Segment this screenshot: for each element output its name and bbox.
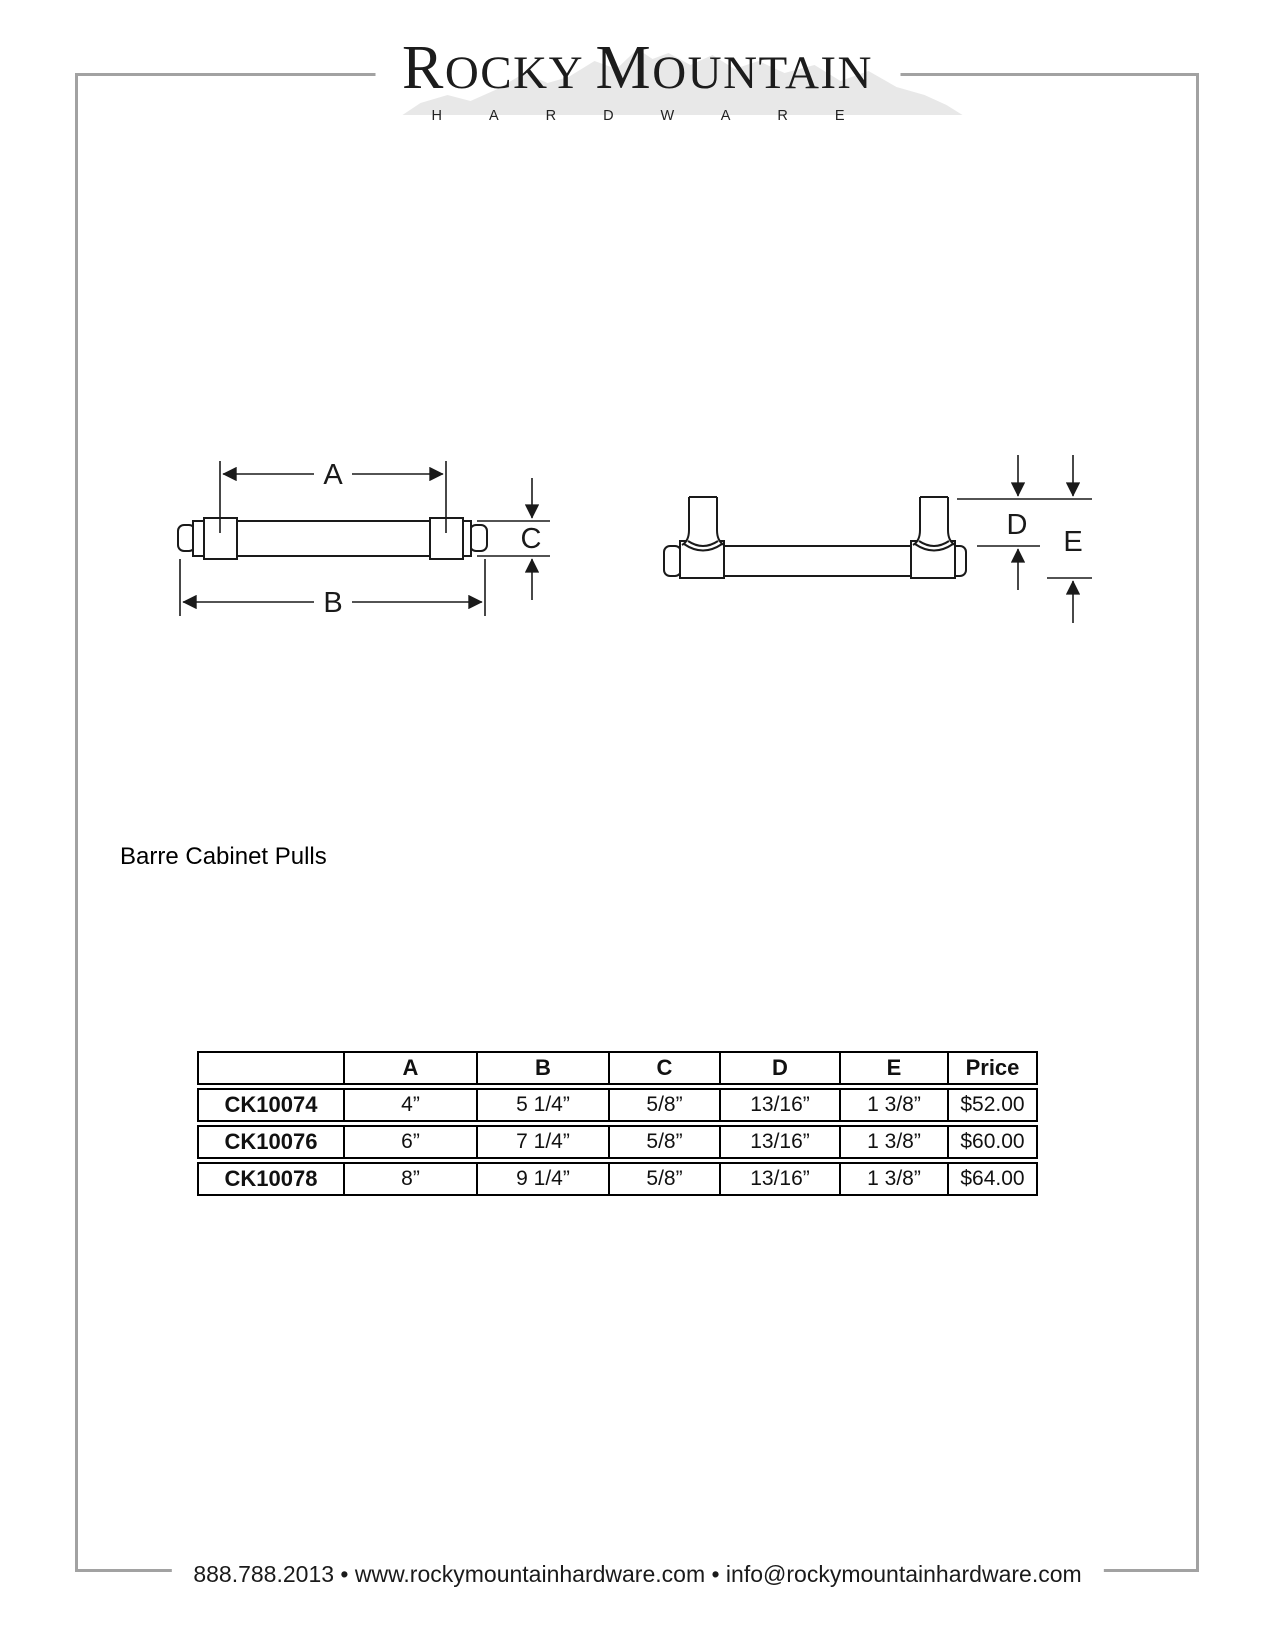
value-e: 1 3/8” [839, 1088, 947, 1122]
brand-name [402, 33, 873, 108]
header-model [197, 1051, 343, 1085]
dim-label-c: C [520, 523, 542, 555]
value-c: 5/8” [608, 1088, 719, 1122]
dimensions-price-table [197, 1048, 1038, 1199]
value-e: 1 3/8” [839, 1125, 947, 1159]
value-d: 13/16” [719, 1162, 839, 1196]
table-header-row [197, 1051, 1038, 1085]
page-border-frame [75, 73, 1199, 1572]
value-a: 8” [343, 1162, 476, 1196]
value-c: 5/8” [608, 1162, 719, 1196]
value-b: 9 1/4” [476, 1162, 608, 1196]
dimension-D [957, 455, 1092, 590]
dimension-E [1047, 455, 1092, 623]
model-number: CK10078 [197, 1162, 343, 1196]
product-title: Barre Cabinet Pulls [120, 843, 327, 870]
table-row [197, 1088, 1038, 1122]
brand-rocky-rest: OCKY [444, 47, 583, 99]
brand-mountain-rest: OUNTAIN [652, 47, 873, 99]
dim-label-e: E [1063, 526, 1083, 558]
value-c: 5/8” [608, 1125, 719, 1159]
left-end-cap [664, 546, 681, 576]
brand-rocky-initial: R [402, 34, 445, 102]
right-end-cap [470, 525, 487, 551]
value-e: 1 3/8” [839, 1162, 947, 1196]
model-number: CK10076 [197, 1125, 343, 1159]
dim-label-a: A [323, 459, 343, 491]
value-price: $52.00 [947, 1088, 1038, 1122]
header-price: Price [947, 1051, 1038, 1085]
dim-label-b: B [323, 587, 343, 619]
model-number: CK10074 [197, 1088, 343, 1122]
left-mounting-post [682, 497, 724, 551]
table-row [197, 1125, 1038, 1159]
dim-label-d: D [1006, 509, 1028, 541]
value-a: 4” [343, 1088, 476, 1122]
end-view-drawing [664, 455, 1092, 623]
brand-mountain-initial: M [595, 34, 653, 102]
header-a: A [343, 1051, 476, 1085]
brand-logo [375, 33, 900, 125]
header-e: E [839, 1051, 947, 1085]
value-a: 6” [343, 1125, 476, 1159]
technical-drawing [150, 420, 1130, 650]
value-price: $64.00 [947, 1162, 1038, 1196]
header-c: C [608, 1051, 719, 1085]
header-d: D [719, 1051, 839, 1085]
side-view-drawing [178, 459, 550, 619]
table-row [197, 1162, 1038, 1196]
value-d: 13/16” [719, 1088, 839, 1122]
value-price: $60.00 [947, 1125, 1038, 1159]
footer-contact-line: 888.788.2013 • www.rockymountainhardware.com • info@rockymountainhardware.com [171, 1559, 1103, 1589]
value-b: 5 1/4” [476, 1088, 608, 1122]
value-d: 13/16” [719, 1125, 839, 1159]
brand-subtitle: HARDWARE [431, 108, 892, 124]
dimension-B [180, 559, 485, 619]
value-b: 7 1/4” [476, 1125, 608, 1159]
right-mounting-post [913, 497, 955, 551]
header-b: B [476, 1051, 608, 1085]
